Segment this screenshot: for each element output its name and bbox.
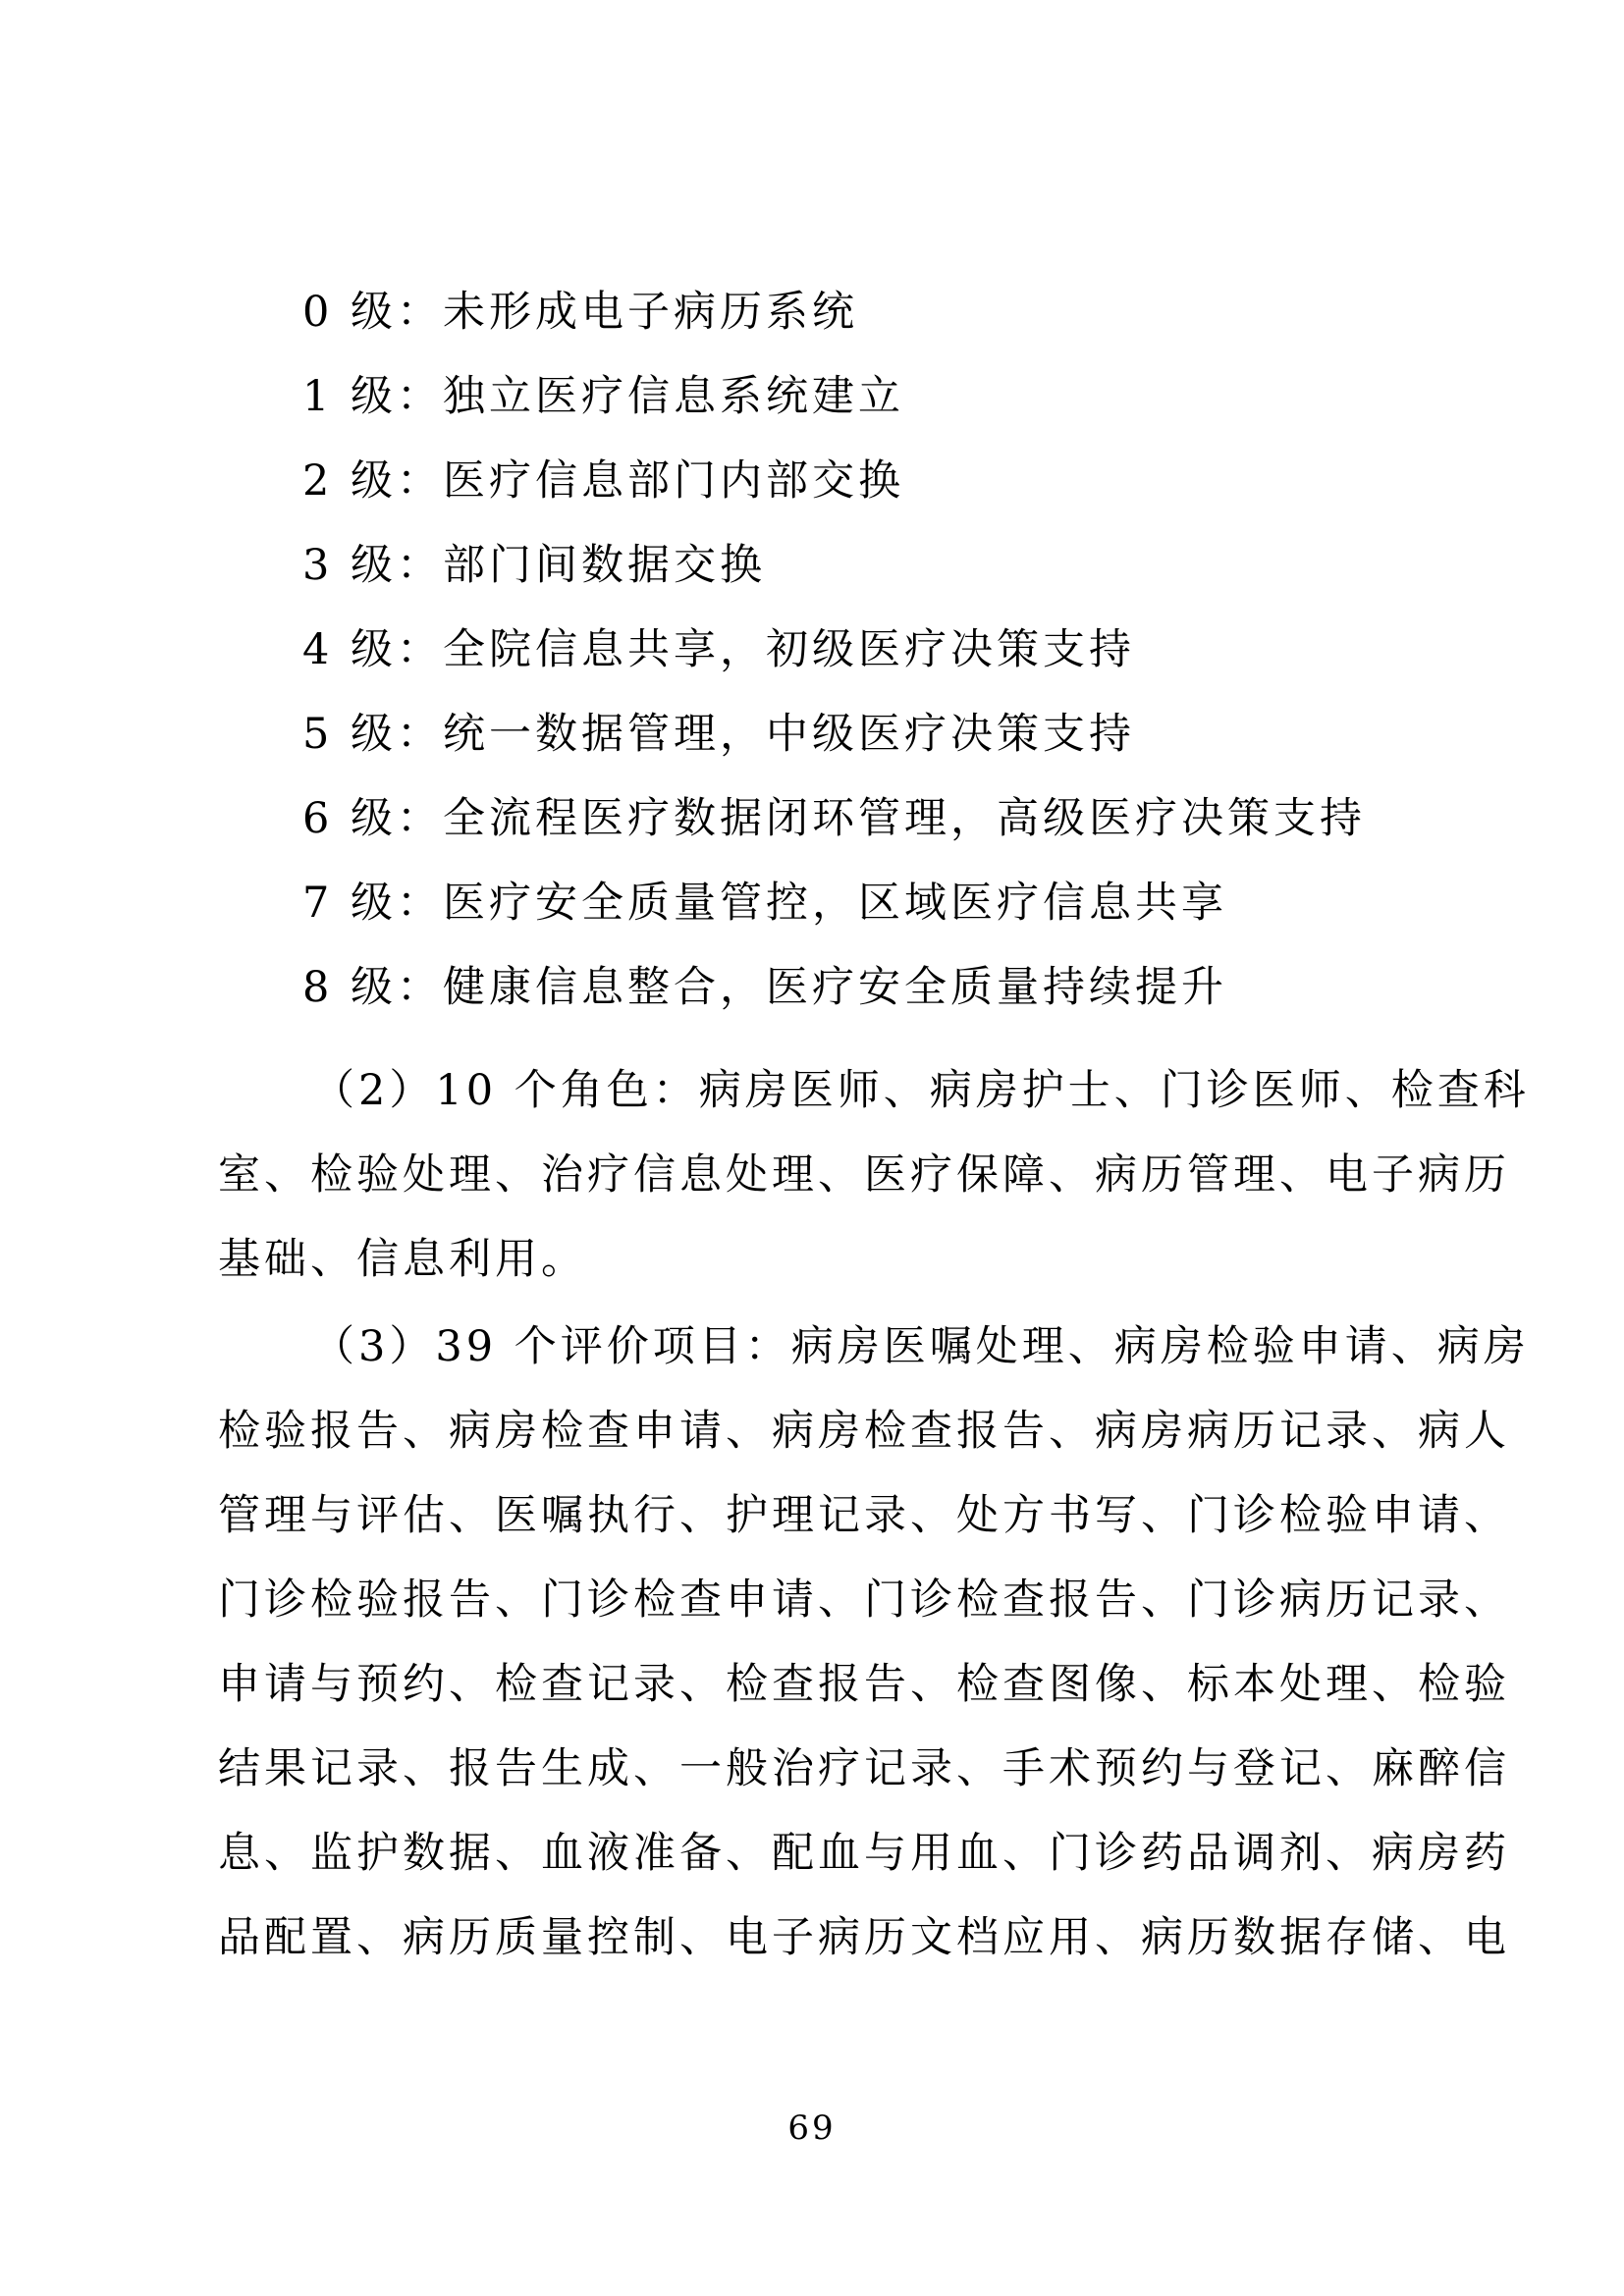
paragraph-line: （2）10 个角色：病房医师、病房护士、门诊医师、检查科 [312, 1066, 1530, 1115]
paragraph-line: 室、检验处理、治疗信息处理、医疗保障、病历管理、电子病历 [218, 1150, 1510, 1200]
evaluation-levels-list [302, 283, 1432, 1042]
level-item: 3 级：部门间数据交换 [302, 541, 767, 590]
roles-paragraph [218, 1048, 1530, 1302]
paragraph-line: 门诊检验报告、门诊检查申请、门诊检查报告、门诊病历记录、 [218, 1575, 1510, 1625]
paragraph-line: 息、监护数据、血液准备、配血与用血、门诊药品调剂、病房药 [218, 1829, 1510, 1878]
level-item: 2 级：医疗信息部门内部交换 [302, 456, 905, 506]
paragraph-line: 申请与预约、检查记录、检查报告、检查图像、标本处理、检验 [218, 1660, 1510, 1709]
paragraph-line: 品配置、病历质量控制、电子病历文档应用、病历数据存储、电 [218, 1913, 1510, 1962]
level-item: 8 级：健康信息整合，医疗安全质量持续提升 [302, 963, 1228, 1012]
paragraph-line: 管理与评估、医嘱执行、护理记录、处方书写、门诊检验申请、 [218, 1491, 1510, 1540]
page-number: 69 [787, 2109, 837, 2148]
evaluation-items-paragraph [218, 1305, 1530, 1980]
paragraph-line: 检验报告、病房检查申请、病房检查报告、病房病历记录、病人 [218, 1407, 1510, 1456]
level-item: 4 级：全院信息共享，初级医疗决策支持 [302, 625, 1136, 674]
paragraph-line: 结果记录、报告生成、一般治疗记录、手术预约与登记、麻醉信 [218, 1744, 1510, 1793]
level-item: 7 级：医疗安全质量管控，区域医疗信息共享 [302, 879, 1228, 928]
level-item: 1 级：独立医疗信息系统建立 [302, 372, 905, 421]
level-item: 5 级：统一数据管理，中级医疗决策支持 [302, 710, 1136, 759]
level-item: 0 级：未形成电子病历系统 [302, 288, 859, 337]
level-item: 6 级：全流程医疗数据闭环管理，高级医疗决策支持 [302, 794, 1367, 843]
paragraph-line: （3）39 个评价项目：病房医嘱处理、病房检验申请、病房 [312, 1322, 1530, 1371]
paragraph-line: 基础、信息利用。 [218, 1235, 587, 1284]
